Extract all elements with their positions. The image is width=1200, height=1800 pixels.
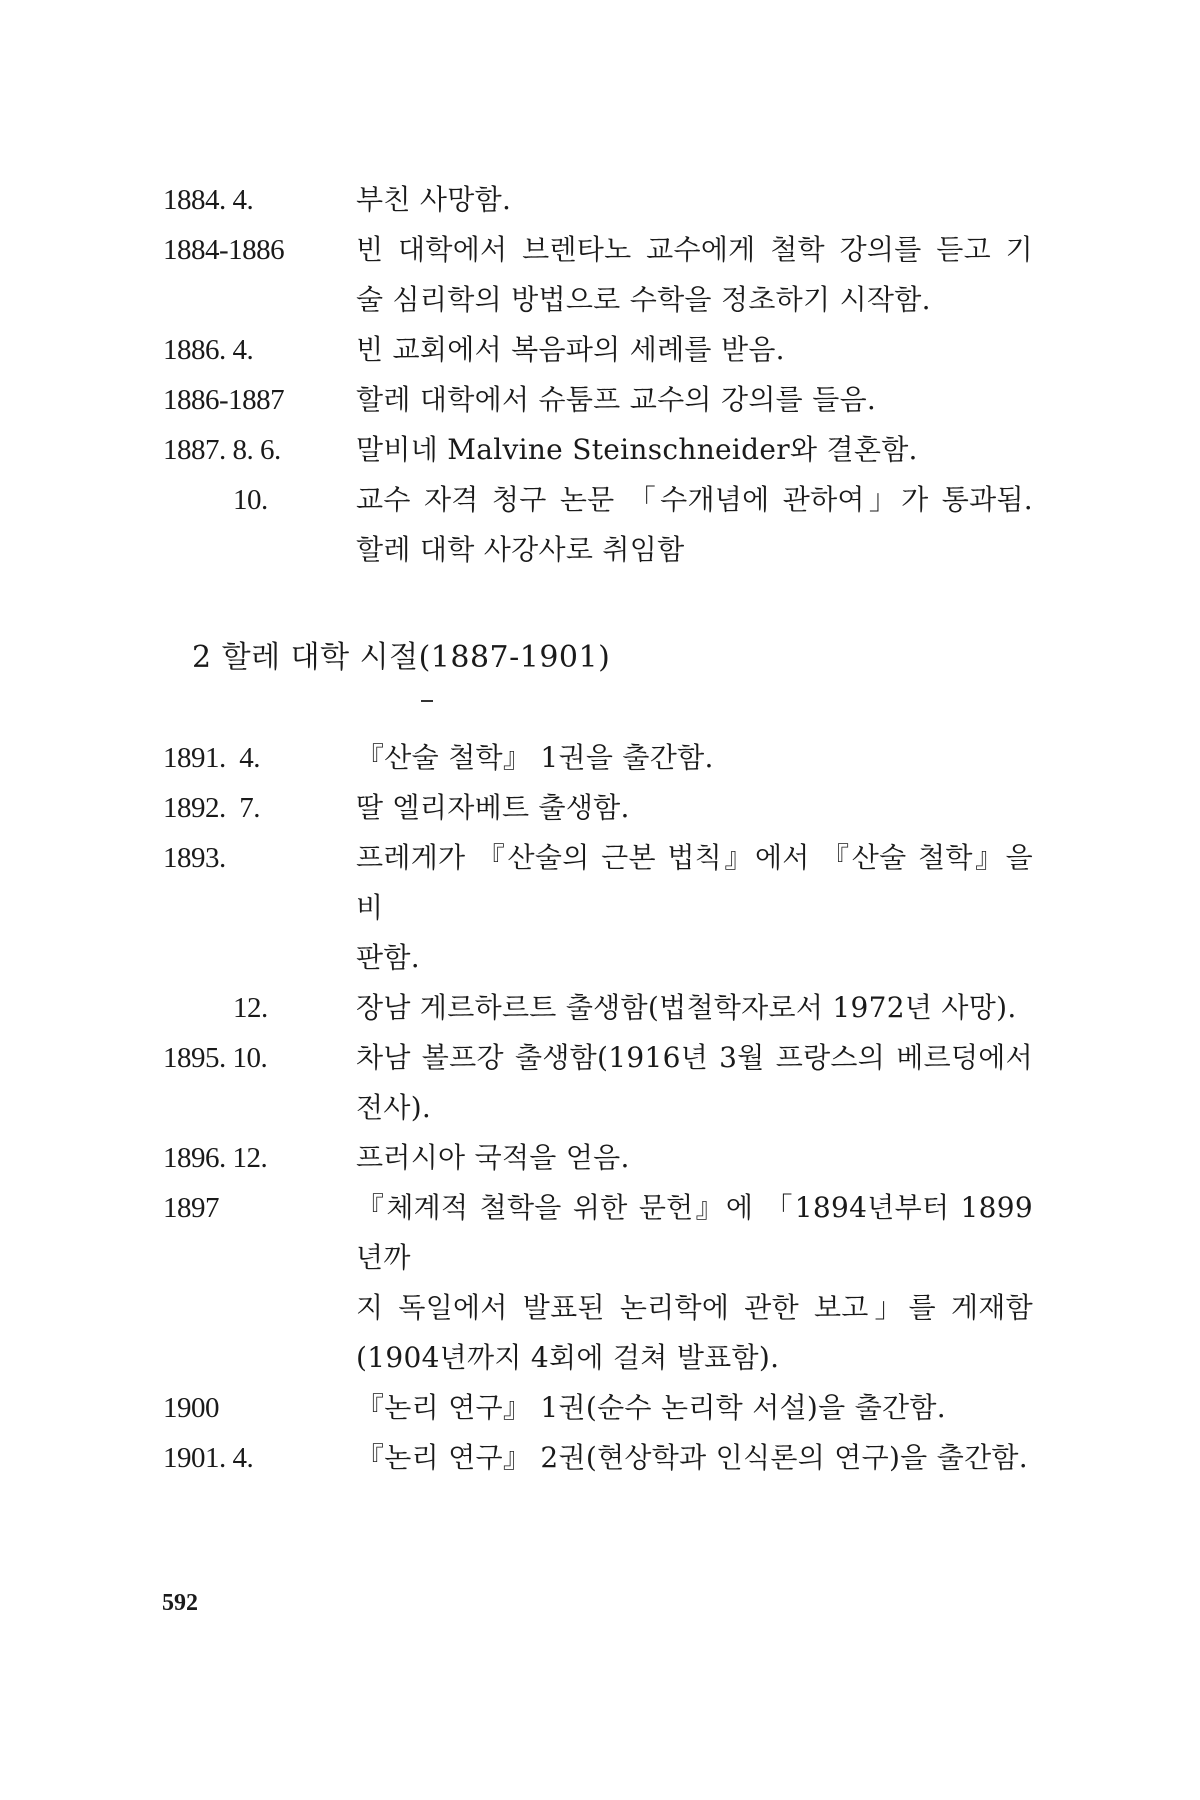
entry-date: 12. xyxy=(233,992,268,1024)
section-title: 2 할레 대학 시절(1887-1901) xyxy=(192,640,611,675)
entry-1900 xyxy=(163,1383,1033,1433)
entry-text: 『논리 연구』 2권(현상학과 인식론의 연구)을 출간함. xyxy=(356,1441,1028,1474)
entry-date: 1886. 4. xyxy=(163,334,254,366)
entry-date: 1884-1886 xyxy=(163,234,285,266)
divider-dash xyxy=(421,700,433,702)
entry-date: 10. xyxy=(233,484,268,516)
entry-text: 장남 게르하르트 출생함(법철학자로서 1972년 사망). xyxy=(356,991,1017,1024)
entry-1893-12 xyxy=(163,983,1033,1033)
entry-date: 1900 xyxy=(163,1392,219,1424)
entry-1886-1887 xyxy=(163,375,1033,425)
entry-1891-4 xyxy=(163,733,1033,783)
entry-1893 xyxy=(163,833,1033,983)
entry-date: 1897 xyxy=(163,1192,219,1224)
entry-text: 프러시아 국적을 얻음. xyxy=(356,1141,630,1174)
entry-date: 1886-1887 xyxy=(163,384,285,416)
entry-text: 빈 대학에서 브렌타노 교수에게 철학 강의를 듣고 기 술 심리학의 방법으로 수학을 정초하기 시작함. xyxy=(356,233,1033,316)
entry-text: 교수 자격 청구 논문 「수개념에 관하여」가 통과됨. 할레 대학 사강사로 취임함 xyxy=(356,483,1033,566)
page-number: 592 xyxy=(162,1590,198,1616)
entry-text: 『논리 연구』 1권(순수 논리학 서설)을 출간함. xyxy=(356,1391,946,1424)
entry-1897 xyxy=(163,1183,1033,1383)
entry-text: 프레게가 『산술의 근본 법칙』에서 『산술 철학』을 비 판함. xyxy=(356,841,1033,974)
entry-1887-8-6 xyxy=(163,425,1033,475)
entry-1896-12 xyxy=(163,1133,1033,1183)
entry-text: 차남 볼프강 출생함(1916년 3월 프랑스의 베르덩에서 전사). xyxy=(356,1041,1033,1124)
entry-text: 말비네 Malvine Steinschneider와 결혼함. xyxy=(356,433,918,466)
entry-date: 1891. 4. xyxy=(163,742,260,774)
entry-text: 『체계적 철학을 위한 문헌』에 「1894년부터 1899년까 지 독일에서 발표된 논리학에 관한 보고」를 게재함 (1904년까지 4회에 걸쳐 발표함). xyxy=(356,1191,1033,1374)
entry-date: 1901. 4. xyxy=(163,1442,254,1474)
entry-text: 부친 사망함. xyxy=(356,183,512,216)
entry-date: 1884. 4. xyxy=(163,184,254,216)
entry-date: 1887. 8. 6. xyxy=(163,434,281,466)
entry-text: 빈 교회에서 복음파의 세례를 받음. xyxy=(356,333,785,366)
entry-text: 할레 대학에서 슈툼프 교수의 강의를 들음. xyxy=(356,383,877,416)
entry-text: 『산술 철학』 1권을 출간함. xyxy=(356,741,714,774)
chronology-block-1 xyxy=(163,175,1033,575)
entry-text: 딸 엘리자베트 출생함. xyxy=(356,791,630,824)
chronology-block-2 xyxy=(163,733,1033,1483)
entry-1892-7 xyxy=(163,783,1033,833)
entry-date: 1892. 7. xyxy=(163,792,260,824)
entry-1886-4 xyxy=(163,325,1033,375)
entry-1884-4 xyxy=(163,175,1033,225)
entry-1887-10 xyxy=(163,475,1033,575)
entry-date: 1896. 12. xyxy=(163,1142,268,1174)
entry-date: 1893. xyxy=(163,842,226,874)
entry-date: 1895. 10. xyxy=(163,1042,268,1074)
entry-1901-4 xyxy=(163,1433,1033,1483)
entry-1884-1886 xyxy=(163,225,1033,325)
entry-1895-10 xyxy=(163,1033,1033,1133)
